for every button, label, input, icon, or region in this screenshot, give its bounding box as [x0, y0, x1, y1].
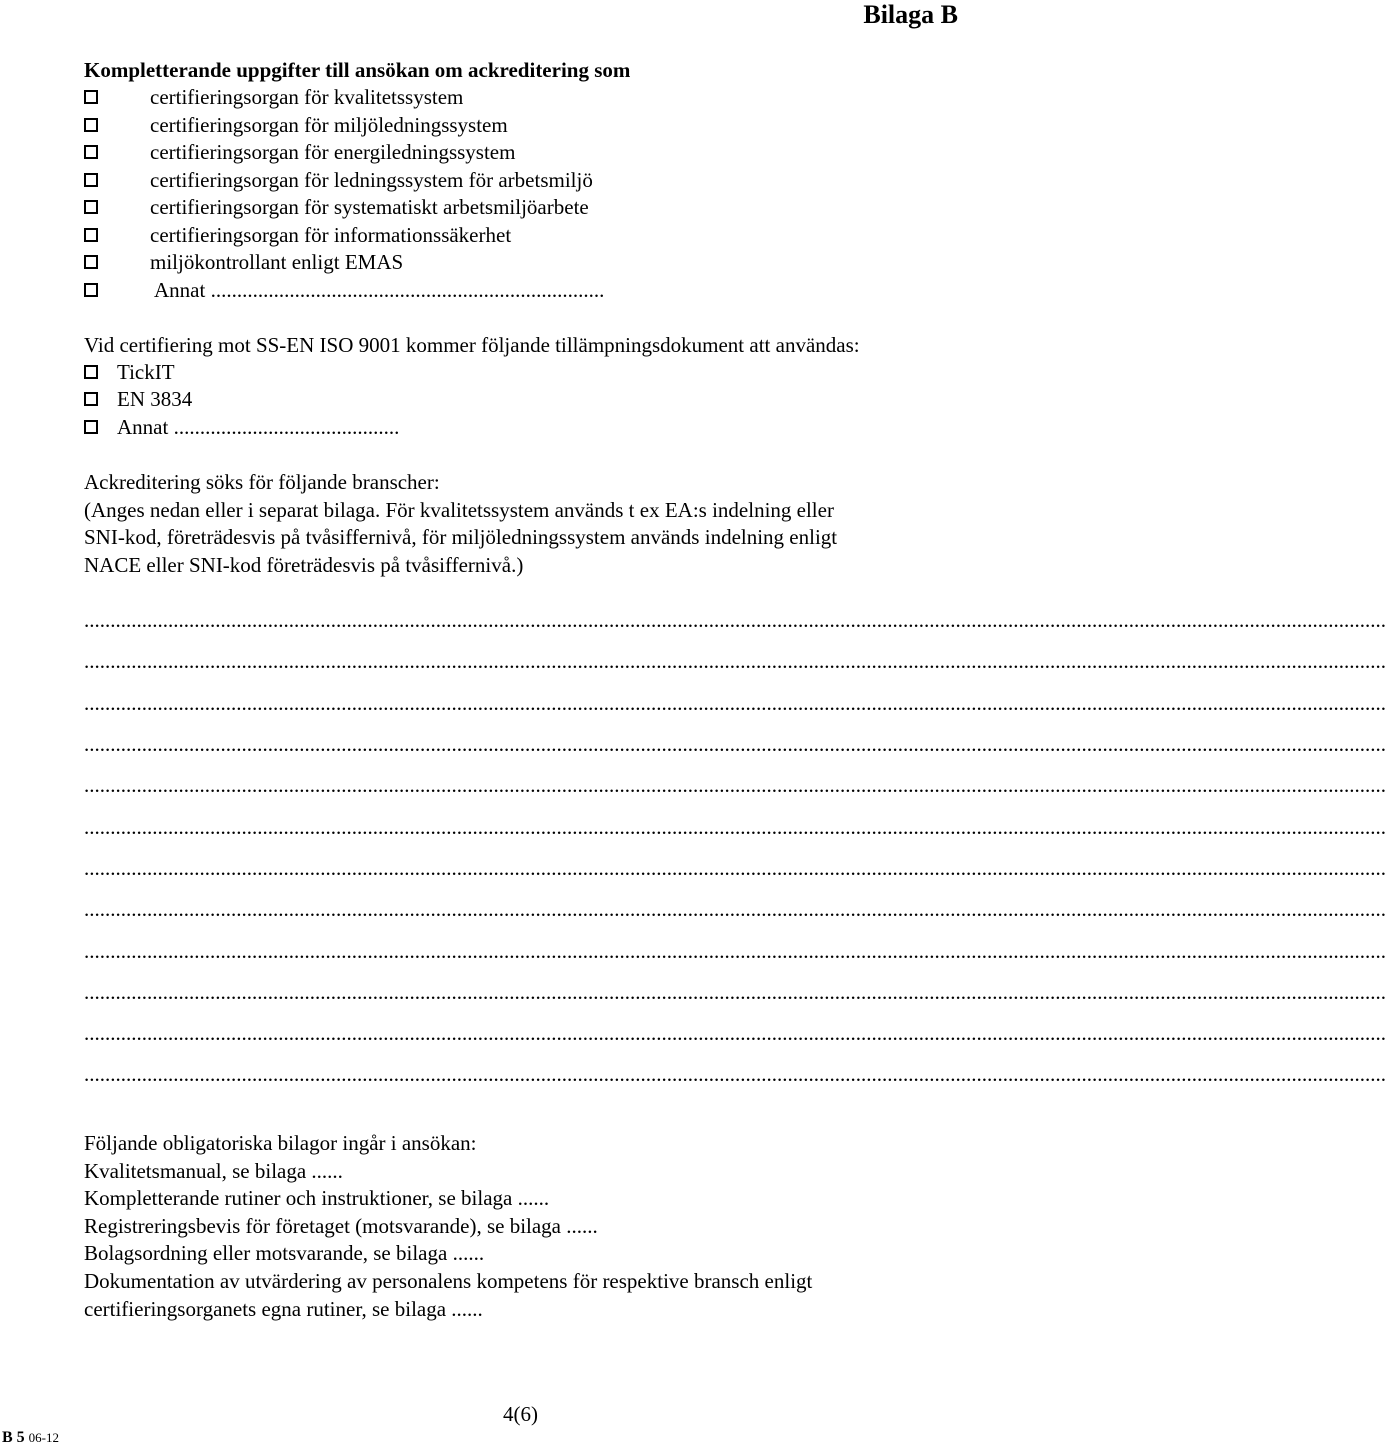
option-label: certifieringsorgan för systematiskt arbetsmiljöarbete [150, 195, 589, 219]
checkbox[interactable] [84, 118, 98, 132]
fill-line[interactable]: ........................................................................................................................................................................................................................................................ [84, 732, 1386, 756]
option-label: certifieringsorgan för ledningssystem för arbetsmiljö [150, 168, 593, 192]
option-label: certifieringsorgan för miljöledningssystem [150, 113, 508, 137]
checkbox[interactable] [84, 392, 98, 406]
attachment-item: Registreringsbevis för företaget (motsvarande), se bilaga ...... [84, 1213, 598, 1238]
checkbox[interactable] [84, 255, 98, 269]
section-3-title: Ackreditering söks för följande branscher: [84, 470, 440, 494]
option-label: certifieringsorgan för kvalitetssystem [150, 85, 464, 109]
checkbox[interactable] [84, 365, 98, 379]
fill-line[interactable]: ........................................................................................................................................................................................................................................................ [84, 897, 1386, 921]
option-label: EN 3834 [117, 387, 193, 411]
fill-line[interactable]: ........................................................................................................................................................................................................................................................ [84, 815, 1386, 839]
fill-line[interactable]: ........................................................................................................................................................................................................................................................ [84, 773, 1386, 797]
attachment-item: Kompletterande rutiner och instruktioner, se bilaga ...... [84, 1186, 550, 1211]
section-3-instruction-line: NACE eller SNI-kod företrädesvis på tvåsiffernivå.) [84, 553, 524, 577]
fill-line[interactable]: ........................................................................................................................................................................................................................................................ [84, 1021, 1386, 1045]
checkbox[interactable] [84, 90, 98, 104]
fill-line[interactable]: ........................................................................................................................................................................................................................................................ [84, 980, 1386, 1004]
form-code-date: 06-12 [28, 1430, 60, 1445]
option-label: Annat ........................................... [117, 415, 400, 439]
fill-line[interactable]: ........................................................................................................................................................................................................................................................ [84, 608, 1386, 632]
checkbox[interactable] [84, 228, 98, 242]
section-1-title: Kompletterande uppgifter till ansökan om ackreditering som [84, 58, 631, 82]
checkbox[interactable] [84, 173, 98, 187]
fill-line[interactable]: ........................................................................................................................................................................................................................................................ [84, 1062, 1386, 1086]
checkbox[interactable] [84, 200, 98, 214]
fill-line[interactable]: ........................................................................................................................................................................................................................................................ [84, 939, 1386, 963]
page-number: 4(6) [503, 1402, 538, 1426]
attachment-item: Kvalitetsmanual, se bilaga ...... [84, 1158, 343, 1183]
form-code-id: B 5 [2, 1429, 25, 1446]
section-2-title: Vid certifiering mot SS-EN ISO 9001 kommer följande tillämpningsdokument att användas: [84, 333, 860, 357]
option-label: certifieringsorgan för energiledningssystem [150, 140, 516, 164]
attachment-item: Dokumentation av utvärdering av personalens kompetens för respektive bransch enligt [84, 1268, 813, 1293]
form-code [2, 1428, 59, 1448]
fill-line[interactable]: ........................................................................................................................................................................................................................................................ [84, 649, 1386, 673]
checkbox[interactable] [84, 420, 98, 434]
section-3-instruction-line: (Anges nedan eller i separat bilaga. För kvalitetssystem används t ex EA:s indelning eller [84, 498, 834, 522]
fill-line[interactable]: ........................................................................................................................................................................................................................................................ [84, 856, 1386, 880]
section-4-title: Följande obligatoriska bilagor ingår i ansökan: [84, 1131, 477, 1155]
checkbox[interactable] [84, 145, 98, 159]
attachment-item: Bolagsordning eller motsvarande, se bilaga ...... [84, 1241, 485, 1266]
option-label: miljökontrollant enligt EMAS [150, 250, 404, 274]
appendix-label: Bilaga B [863, 0, 958, 29]
option-label: Annat ........................................................................... [154, 278, 605, 302]
option-label: certifieringsorgan för informationssäkerhet [150, 223, 512, 247]
attachment-item: certifieringsorganets egna rutiner, se bilaga ...... [84, 1296, 483, 1321]
option-label: TickIT [117, 360, 175, 384]
section-3-instruction-line: SNI-kod, företrädesvis på tvåsiffernivå, för miljöledningssystem används indelning enligt [84, 525, 838, 549]
fill-line[interactable]: ........................................................................................................................................................................................................................................................ [84, 691, 1386, 715]
checkbox[interactable] [84, 283, 98, 297]
required-attachments [84, 1130, 812, 1323]
